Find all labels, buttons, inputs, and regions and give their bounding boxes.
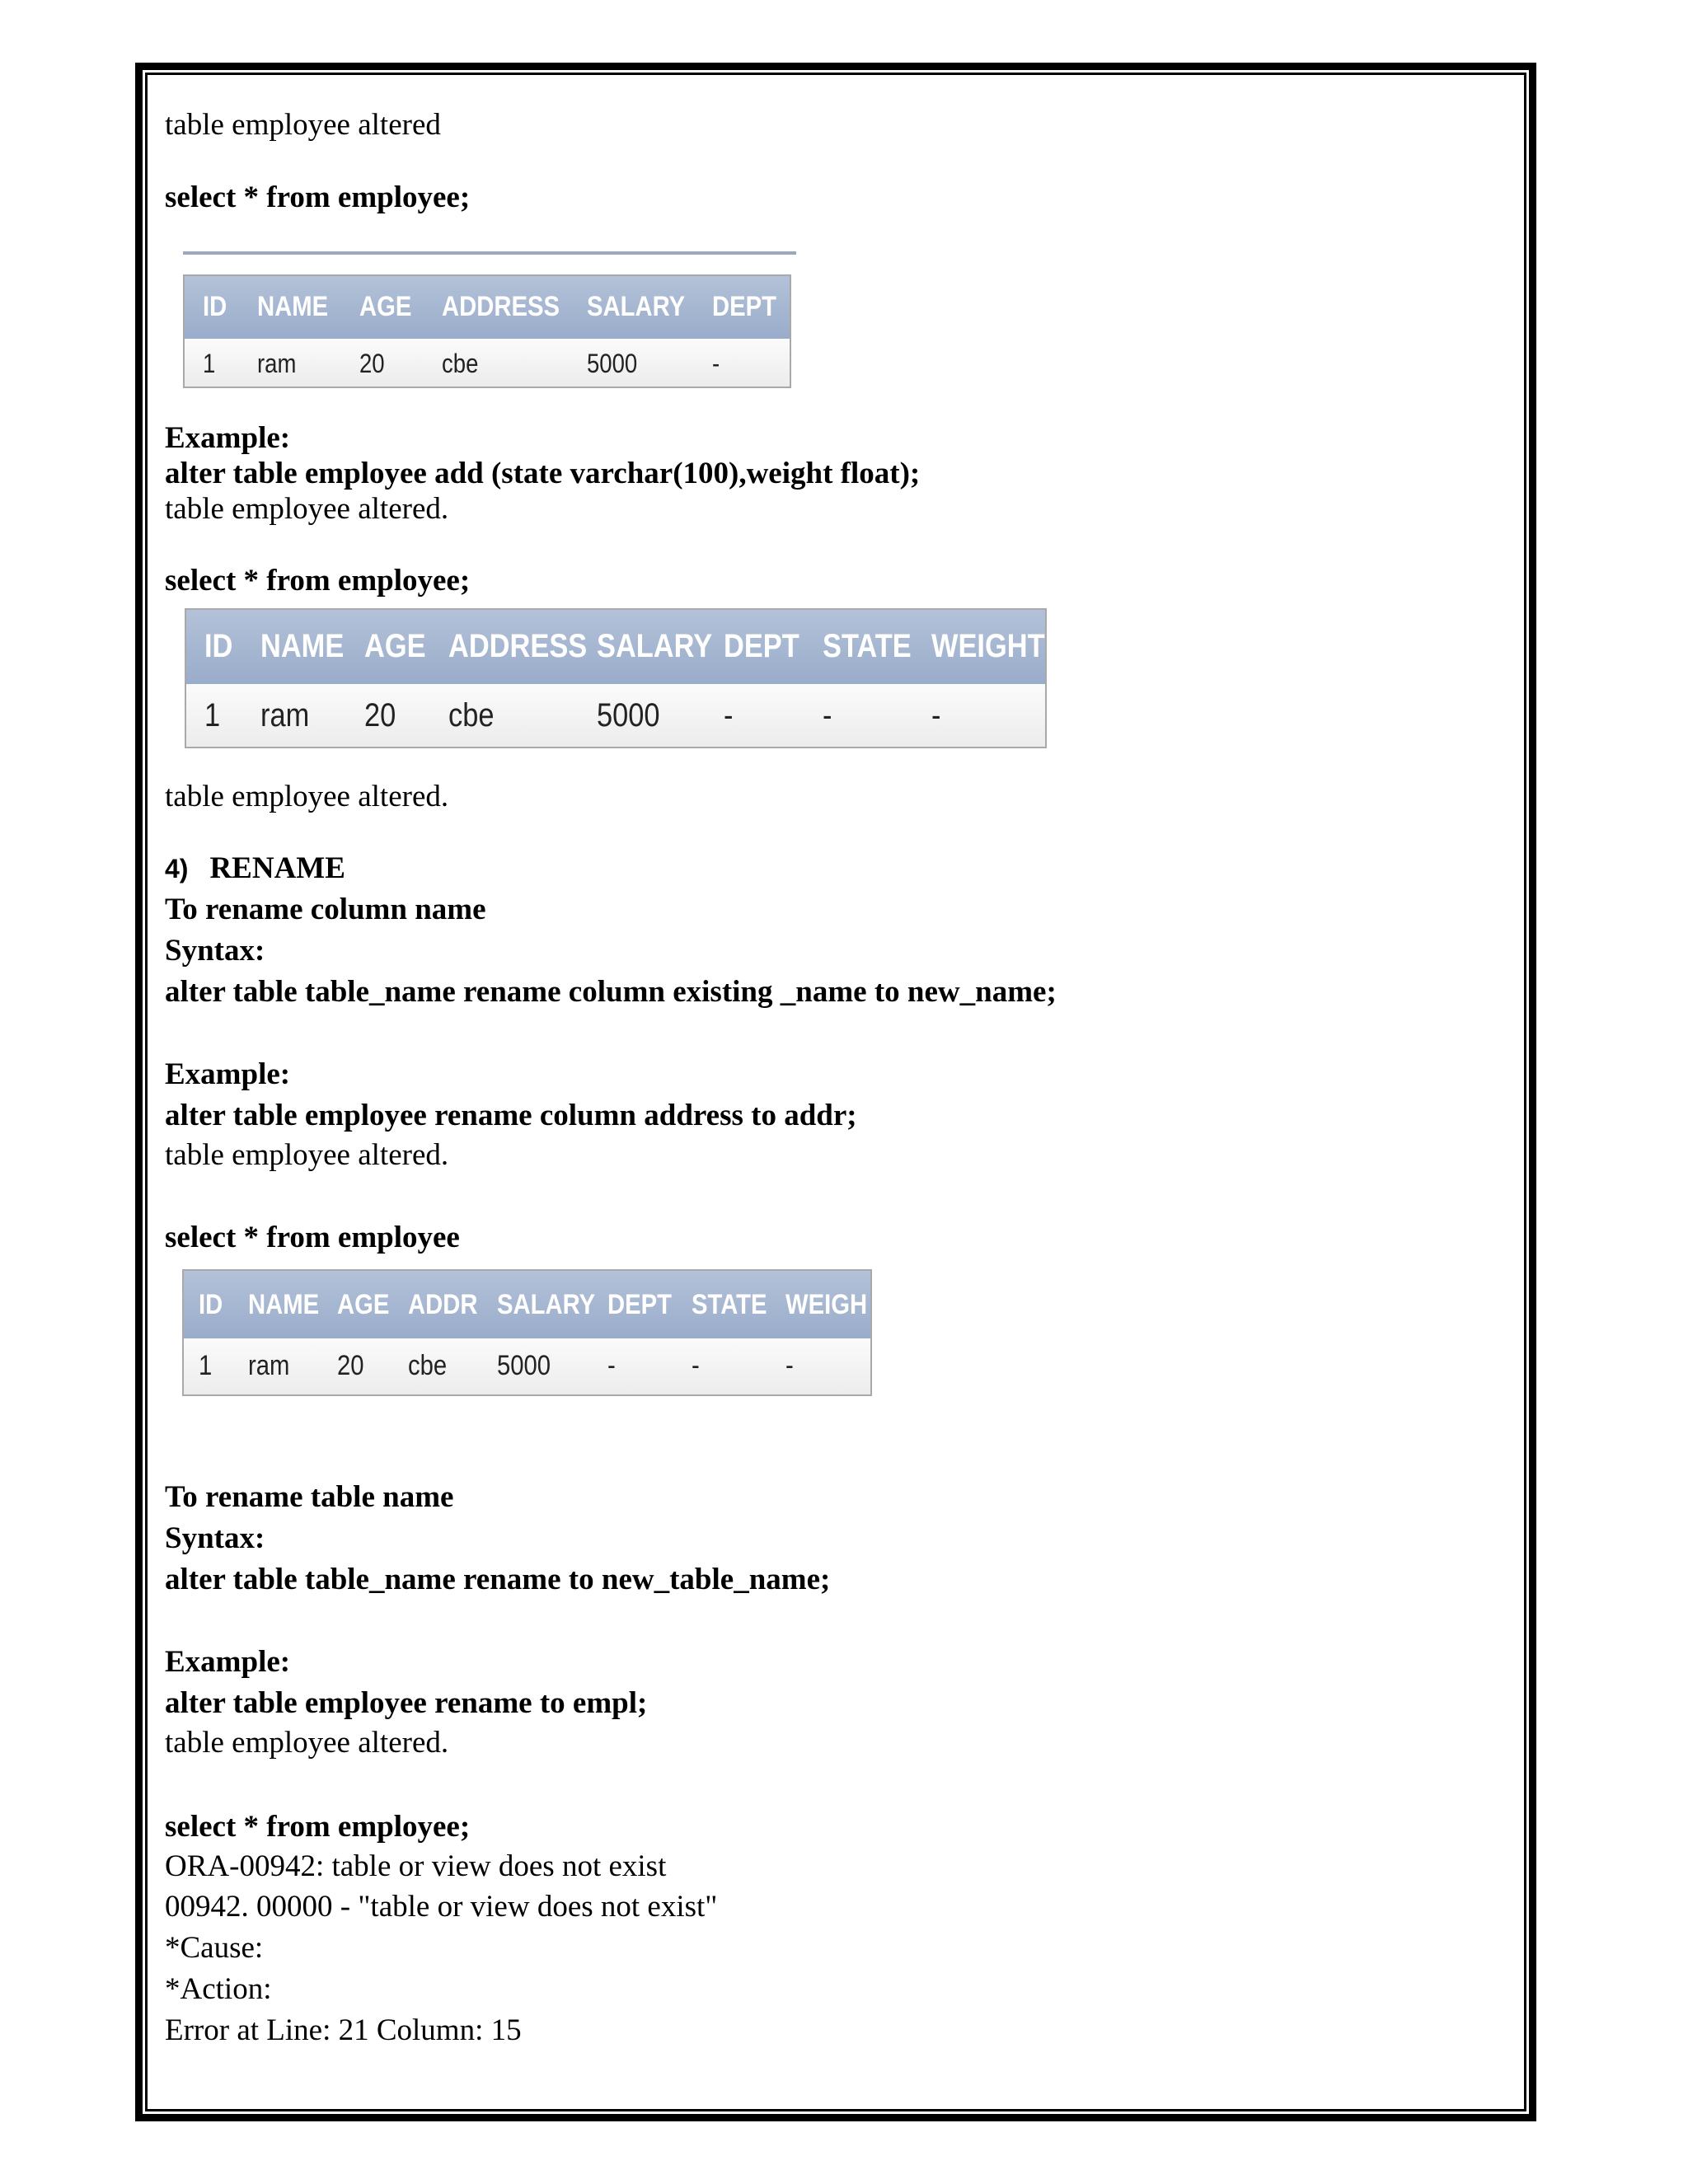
table-header-row <box>184 1271 870 1338</box>
column-header: SALARY <box>587 291 686 322</box>
column-header: SALARY <box>497 1289 596 1320</box>
table-cell: 20 <box>359 349 385 378</box>
table-cell: 1 <box>203 349 216 378</box>
table-cell: 20 <box>337 1350 364 1381</box>
column-header: ADDRESS <box>442 291 560 322</box>
section-number: 4) <box>165 854 189 883</box>
table-cell: - <box>692 1350 700 1381</box>
result-text: table employee altered. <box>165 492 449 526</box>
table-cell: 5000 <box>597 697 660 733</box>
result-text: table employee altered <box>165 108 441 142</box>
result-text: table employee altered. <box>165 1138 449 1172</box>
column-header: NAME <box>260 628 345 664</box>
table-row <box>185 339 790 387</box>
table-cell: 1 <box>199 1350 213 1381</box>
employee-table-1 <box>183 274 791 388</box>
column-header: STATE <box>823 628 912 664</box>
table-cell: 5000 <box>497 1350 551 1381</box>
table-cell: 5000 <box>587 349 638 378</box>
syntax-statement: alter table table_name rename column existing _name to new_name; <box>165 975 1057 1009</box>
column-header: DEPT <box>712 291 776 322</box>
table-cell: - <box>823 697 832 733</box>
column-header: WEIGH <box>785 1289 868 1320</box>
column-header: AGE <box>359 291 412 322</box>
subsection-heading: To rename column name <box>165 893 486 926</box>
table-cell: 1 <box>204 697 221 733</box>
sql-statement: select * from employee; <box>165 1810 471 1844</box>
error-text: 00942. 00000 - "table or view does not exist" <box>165 1890 718 1924</box>
table-cell: 20 <box>364 697 396 733</box>
table-cell: - <box>712 349 720 378</box>
table-cell: - <box>724 697 734 733</box>
table-header-row <box>185 276 790 339</box>
syntax-statement: alter table table_name rename to new_table_name; <box>165 1563 831 1596</box>
syntax-label: Syntax: <box>165 934 265 968</box>
table-cell: cbe <box>448 697 495 733</box>
table-row <box>186 684 1045 747</box>
column-header: STATE <box>692 1289 767 1320</box>
column-header: AGE <box>364 628 426 664</box>
table-cell: ram <box>257 349 297 378</box>
column-header: ID <box>204 628 233 664</box>
syntax-label: Syntax: <box>165 1521 265 1555</box>
column-header: ADDRESS <box>448 628 588 664</box>
sql-statement: select * from employee; <box>165 564 471 598</box>
column-header: DEPT <box>607 1289 672 1320</box>
sql-statement: alter table employee add (state varchar(100),weight float); <box>165 457 921 490</box>
column-header: ADDR <box>408 1289 478 1320</box>
section-heading <box>165 851 345 887</box>
table-cell: - <box>931 697 941 733</box>
column-header: WEIGHT <box>931 628 1045 664</box>
result-text: table employee altered. <box>165 1726 449 1760</box>
employee-table-2 <box>185 608 1047 748</box>
table-cell: ram <box>248 1350 290 1381</box>
example-label: Example: <box>165 1645 291 1679</box>
section-title: RENAME <box>209 851 345 885</box>
column-header: NAME <box>257 291 329 322</box>
column-header: ID <box>203 291 227 322</box>
error-location: Error at Line: 21 Column: 15 <box>165 2013 522 2047</box>
sql-statement: select * from employee; <box>165 180 471 214</box>
sql-statement: alter table employee rename to empl; <box>165 1686 648 1720</box>
employee-table-3 <box>182 1269 872 1396</box>
sql-statement: select * from employee <box>165 1221 460 1254</box>
table-row <box>184 1338 870 1394</box>
table-top-rule <box>183 251 796 255</box>
column-header: ID <box>199 1289 223 1320</box>
table-cell: cbe <box>442 349 479 378</box>
column-header: DEPT <box>724 628 799 664</box>
sql-statement: alter table employee rename column address to addr; <box>165 1099 857 1132</box>
error-action: *Action: <box>165 1972 272 2006</box>
table-header-row <box>186 610 1045 684</box>
subsection-heading: To rename table name <box>165 1480 454 1514</box>
table-cell: cbe <box>408 1350 448 1381</box>
result-text: table employee altered. <box>165 780 449 813</box>
column-header: NAME <box>248 1289 320 1320</box>
column-header: AGE <box>337 1289 390 1320</box>
table-cell: - <box>785 1350 794 1381</box>
example-label: Example: <box>165 421 291 455</box>
table-cell: ram <box>260 697 310 733</box>
table-cell: - <box>607 1350 616 1381</box>
column-header: SALARY <box>597 628 713 664</box>
example-label: Example: <box>165 1057 291 1091</box>
error-cause: *Cause: <box>165 1931 264 1965</box>
error-text: ORA-00942: table or view does not exist <box>165 1849 667 1883</box>
